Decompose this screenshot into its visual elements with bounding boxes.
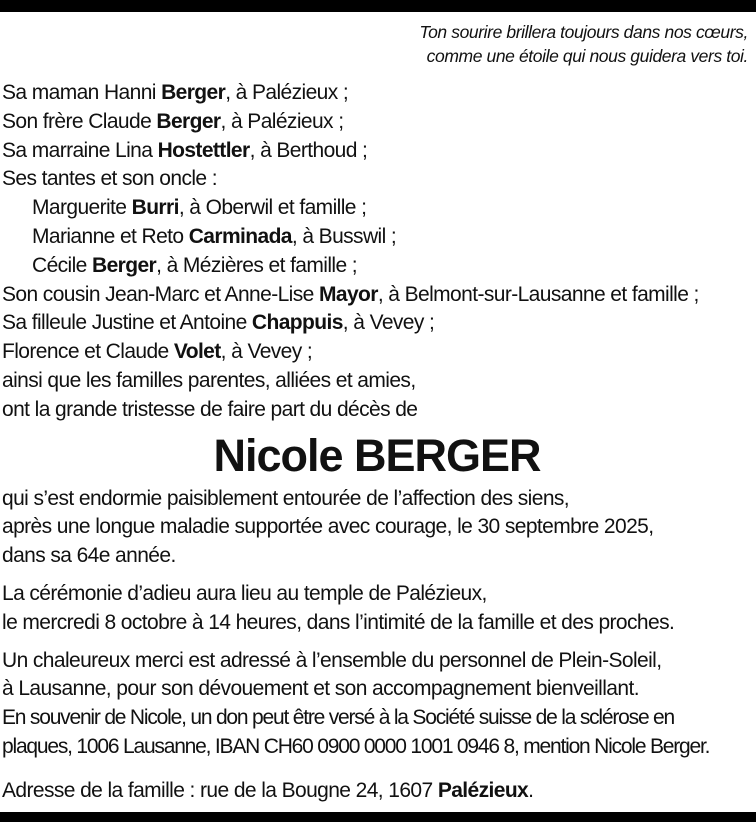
family-line <box>2 396 752 425</box>
paragraph-line <box>2 542 752 571</box>
plain-text: , à Busswil ; <box>291 224 397 248</box>
plain-text: Marguerite <box>32 196 132 220</box>
family-line <box>2 338 752 367</box>
plain-text: Marianne et Reto <box>32 224 189 248</box>
plain-text: Son cousin Jean-Marc et Anne-Lise <box>2 282 319 306</box>
surname-bold-text: Burri <box>131 196 179 220</box>
plain-text: Sa maman Hanni <box>2 81 162 104</box>
paragraph-line <box>2 647 752 676</box>
surname-bold-text: Volet <box>173 340 221 364</box>
surname-bold-text: Berger <box>92 253 157 277</box>
plain-text: Un chaleureux merci est adressé à l’ensemble du personnel de Plein-Soleil, <box>2 648 662 672</box>
death-announcement-paragraph <box>2 485 752 571</box>
plain-text: , à Palézieux ; <box>225 81 349 104</box>
plain-text: , à Belmont-sur-Lausanne et famille ; <box>377 282 699 306</box>
plain-text: qui s’est endormie paisiblement entourée de l’affection des siens, <box>2 486 570 510</box>
bottom-border-bar <box>0 812 756 822</box>
paragraph-line <box>2 580 752 609</box>
paragraph-line <box>2 513 752 542</box>
notice-content <box>0 12 756 806</box>
plain-text: , à Vevey ; <box>220 340 313 364</box>
plain-text: . <box>528 778 534 802</box>
plain-text: plaques, 1006 Lausanne, IBAN CH60 0900 0000 1001 0946 8, mention Nicole Berger. <box>2 734 710 758</box>
surname-bold-text: Berger <box>156 109 221 133</box>
plain-text: , à Berthoud ; <box>249 138 368 162</box>
paragraph-line <box>2 675 752 704</box>
family-line <box>2 252 752 281</box>
surname-bold-text: Mayor <box>318 282 378 306</box>
deceased-name-title: Nicole BERGER <box>213 429 541 481</box>
surname-bold-text: Hostettler <box>157 138 250 162</box>
family-line <box>2 165 752 194</box>
plain-text: Cécile <box>32 253 92 277</box>
paragraph-line <box>2 609 752 638</box>
plain-text: , à Palézieux ; <box>220 109 344 133</box>
family-line <box>2 309 752 338</box>
family-line <box>2 79 752 108</box>
family-line <box>2 367 752 396</box>
top-border-bar <box>0 0 756 12</box>
plain-text: Adresse de la famille : rue de la Bougne 24, 1607 <box>2 778 438 802</box>
thanks-and-donation-paragraph <box>2 647 752 762</box>
plain-text: Ses tantes et son oncle : <box>2 167 217 191</box>
plain-text: à Lausanne, pour son dévouement et son accompagnement bienveillant. <box>2 677 639 701</box>
plain-text: dans sa 64e année. <box>2 544 176 568</box>
notice-paragraphs <box>2 485 752 806</box>
family-line <box>2 137 752 166</box>
surname-bold-text: Palézieux <box>437 778 529 802</box>
ceremony-paragraph <box>2 580 752 638</box>
plain-text: Sa marraine Lina <box>2 138 158 162</box>
paragraph-line <box>2 485 752 514</box>
family-address-paragraph <box>2 777 752 806</box>
paragraph-line <box>2 733 752 762</box>
plain-text: En souvenir de Nicole, un don peut être versé à la Société suisse de la sclérose en <box>2 706 675 730</box>
family-line <box>2 281 752 310</box>
surname-bold-text: Chappuis <box>251 311 343 335</box>
plain-text: , à Oberwil et famille ; <box>178 196 367 220</box>
plain-text: ont la grande tristesse de faire part du décès de <box>2 397 418 421</box>
plain-text: Sa filleule Justine et Antoine <box>2 311 252 335</box>
paragraph-line <box>2 704 752 733</box>
paragraph-line <box>2 777 752 806</box>
family-relations-list <box>2 79 752 425</box>
memorial-quote-line: comme une étoile qui nous guidera vers toi. <box>426 46 748 66</box>
plain-text: après une longue maladie supportée avec courage, le 30 septembre 2025, <box>2 515 654 539</box>
plain-text: Son frère Claude <box>2 109 157 133</box>
plain-text: ainsi que les familles parentes, alliées et amies, <box>2 368 416 392</box>
surname-bold-text: Carminada <box>188 224 292 248</box>
plain-text: Florence et Claude <box>2 340 174 364</box>
memorial-quote <box>2 20 752 68</box>
family-line <box>2 194 752 223</box>
family-line <box>2 108 752 137</box>
plain-text: , à Vevey ; <box>342 311 435 335</box>
memorial-quote-line: Ton sourire brillera toujours dans nos cœurs, <box>419 22 748 42</box>
plain-text: , à Mézières et famille ; <box>156 253 358 277</box>
family-line <box>2 223 752 252</box>
plain-text: le mercredi 8 octobre à 14 heures, dans l’intimité de la famille et des proches. <box>2 610 675 634</box>
plain-text: La cérémonie d’adieu aura lieu au temple de Palézieux, <box>2 581 487 605</box>
surname-bold-text: Berger <box>161 81 226 104</box>
